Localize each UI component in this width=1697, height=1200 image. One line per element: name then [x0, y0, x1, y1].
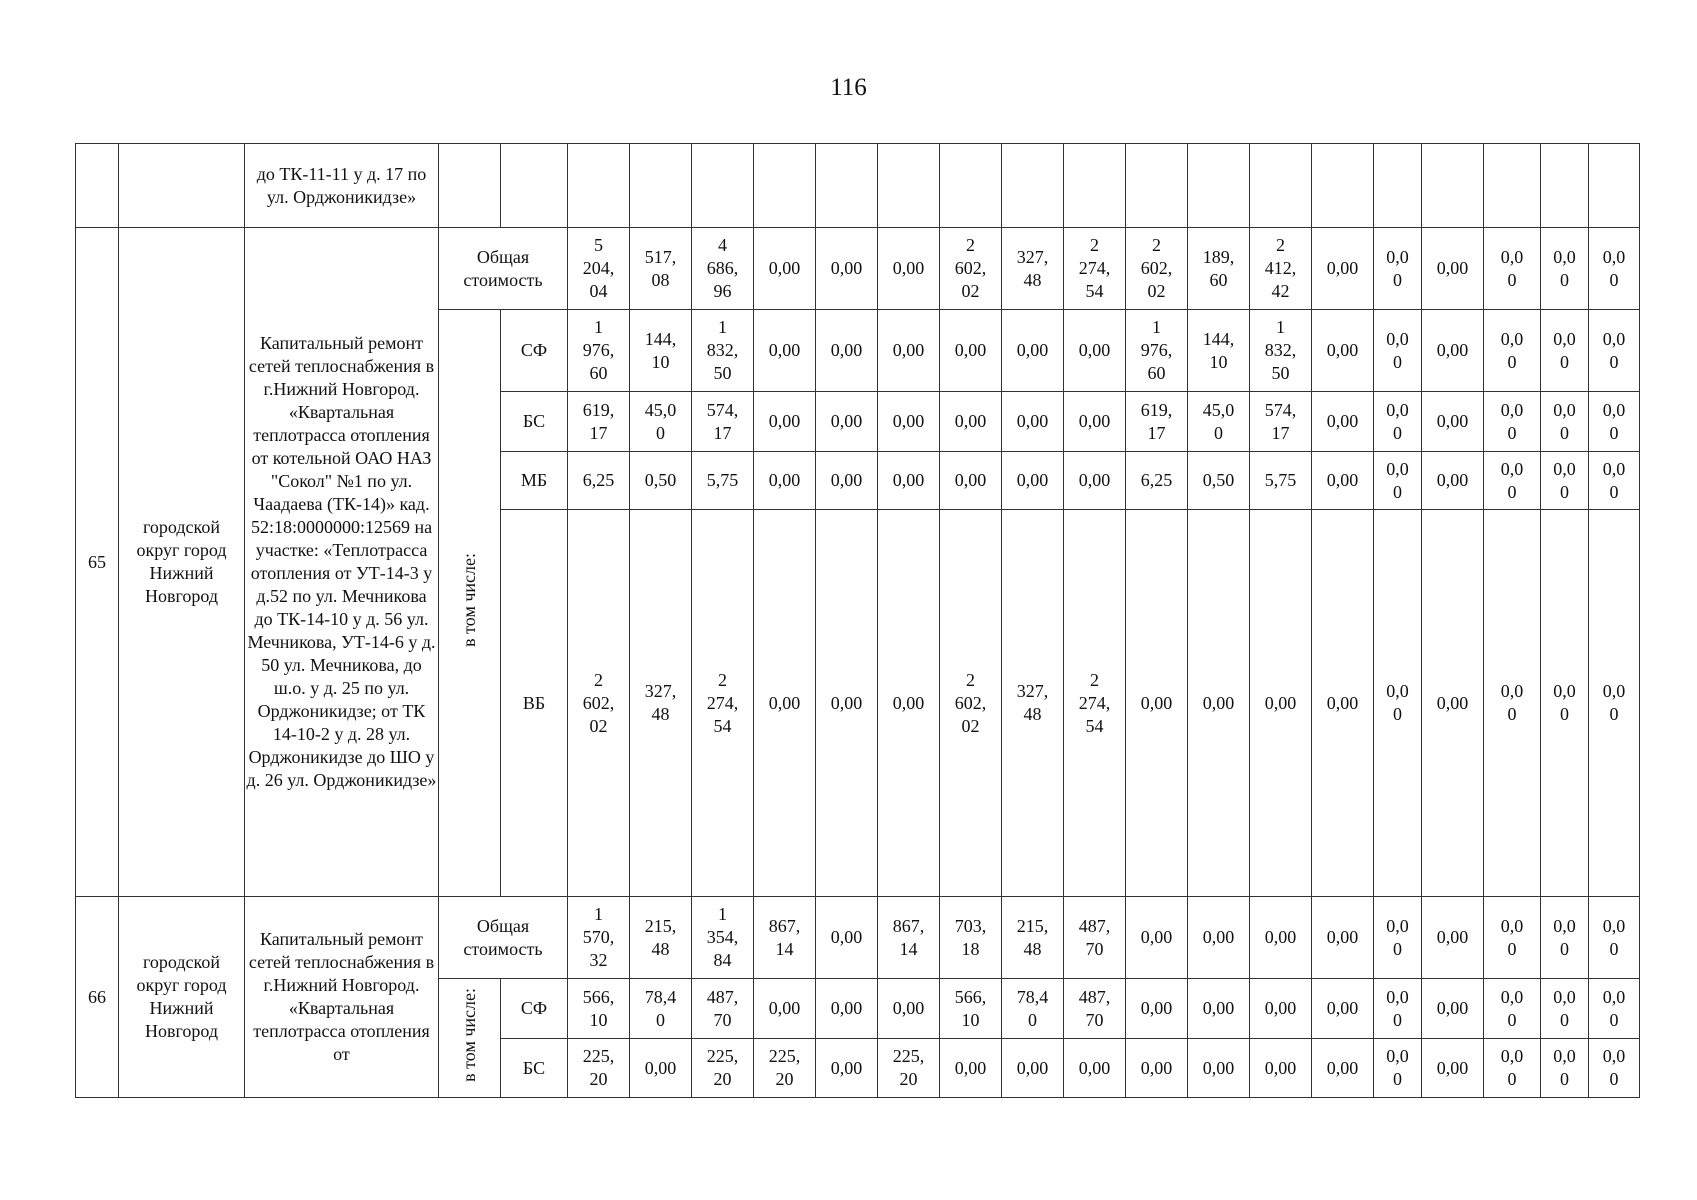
value-cell: 2 602, 02 [940, 228, 1002, 310]
project-description: Капитальный ремонт сетей теплоснабжения в г.Нижний Новгород. «Квартальная теплотрасса отопления от [245, 897, 439, 1098]
value-cell: 0,00 [1422, 1039, 1484, 1098]
value-cell: 0,00 [754, 452, 816, 510]
value-cell: 0,0 0 [1541, 897, 1589, 979]
value-cell: 0,0 0 [1589, 452, 1640, 510]
value-cell: 0,00 [878, 979, 940, 1039]
value-cell: 0,00 [1002, 1039, 1064, 1098]
value-cell: 0,00 [816, 1039, 878, 1098]
value-cell: 0,00 [1422, 979, 1484, 1039]
value-cell: 0,00 [754, 979, 816, 1039]
value-cell: 225, 20 [754, 1039, 816, 1098]
value-cell: 0,0 0 [1541, 310, 1589, 392]
value-cell: 2 274, 54 [1064, 228, 1126, 310]
including-label: в том числе: [439, 979, 501, 1098]
value-cell: 0,00 [816, 897, 878, 979]
value-cell: 0,00 [630, 1039, 692, 1098]
value-cell: 4 686, 96 [692, 228, 754, 310]
value-cell: 0,00 [1250, 897, 1312, 979]
budget-table [75, 143, 1640, 1098]
source-label: БС [501, 392, 568, 452]
value-cell: 867, 14 [878, 897, 940, 979]
value-cell: 0,00 [754, 228, 816, 310]
value-cell: 0,0 0 [1484, 452, 1541, 510]
value-cell: 0,00 [816, 310, 878, 392]
value-cell: 0,00 [754, 510, 816, 897]
source-label: СФ [501, 979, 568, 1039]
value-cell: 0,0 0 [1589, 510, 1640, 897]
value-cell: 0,0 0 [1484, 228, 1541, 310]
value-cell: 1 832, 50 [692, 310, 754, 392]
value-cell: 0,00 [1422, 897, 1484, 979]
value-cell: 0,0 0 [1541, 979, 1589, 1039]
value-cell: 0,0 0 [1541, 392, 1589, 452]
municipality: городской округ город Нижний Новгород [119, 228, 245, 897]
value-cell: 566, 10 [568, 979, 630, 1039]
row-number: 65 [76, 228, 119, 897]
value-cell: 0,00 [1250, 1039, 1312, 1098]
value-cell: 0,0 0 [1484, 310, 1541, 392]
table-row-65-total [76, 228, 1640, 310]
value-cell: 0,00 [816, 510, 878, 897]
value-cell: 517, 08 [630, 228, 692, 310]
value-cell: 0,00 [1422, 392, 1484, 452]
including-label: в том числе: [439, 310, 501, 897]
value-cell: 574, 17 [692, 392, 754, 452]
value-cell: 2 602, 02 [940, 510, 1002, 897]
value-cell: 0,0 0 [1484, 897, 1541, 979]
value-cell: 327, 48 [630, 510, 692, 897]
value-cell: 0,00 [1188, 1039, 1250, 1098]
value-cell: 6,25 [1126, 452, 1188, 510]
row-number: 66 [76, 897, 119, 1098]
value-cell: 867, 14 [754, 897, 816, 979]
value-cell: 0,00 [1422, 310, 1484, 392]
source-label: ВБ [501, 510, 568, 897]
value-cell: 0,00 [1188, 510, 1250, 897]
value-cell: 0,00 [1250, 979, 1312, 1039]
value-cell: 0,00 [878, 228, 940, 310]
value-cell: 0,00 [940, 1039, 1002, 1098]
page-number: 116 [830, 74, 867, 101]
value-cell: 0,0 0 [1541, 510, 1589, 897]
value-cell: 45,0 0 [1188, 392, 1250, 452]
value-cell: 0,00 [1312, 452, 1374, 510]
value-cell: 0,00 [1002, 452, 1064, 510]
table-row-66-total [76, 897, 1640, 979]
value-cell: 0,00 [1126, 979, 1188, 1039]
value-cell: 2 602, 02 [1126, 228, 1188, 310]
value-cell: 703, 18 [940, 897, 1002, 979]
value-cell: 0,0 0 [1374, 228, 1422, 310]
value-cell: 225, 20 [568, 1039, 630, 1098]
value-cell: 0,0 0 [1374, 510, 1422, 897]
value-cell: 0,0 0 [1484, 510, 1541, 897]
value-cell: 189, 60 [1188, 228, 1250, 310]
value-cell: 0,00 [878, 510, 940, 897]
value-cell: 0,00 [1002, 392, 1064, 452]
value-cell: 0,0 0 [1374, 1039, 1422, 1098]
value-cell: 0,00 [878, 310, 940, 392]
value-cell: 0,00 [1064, 392, 1126, 452]
value-cell: 327, 48 [1002, 228, 1064, 310]
value-cell: 5 204, 04 [568, 228, 630, 310]
value-cell: 215, 48 [630, 897, 692, 979]
value-cell: 0,0 0 [1374, 897, 1422, 979]
value-cell: 0,00 [1064, 310, 1126, 392]
value-cell: 619, 17 [568, 392, 630, 452]
value-cell: 1 832, 50 [1250, 310, 1312, 392]
value-cell: 0,0 0 [1484, 392, 1541, 452]
value-cell: 144, 10 [1188, 310, 1250, 392]
value-cell: 0,00 [1312, 310, 1374, 392]
value-cell: 0,0 0 [1374, 979, 1422, 1039]
value-cell: 215, 48 [1002, 897, 1064, 979]
value-cell: 0,00 [1312, 392, 1374, 452]
value-cell: 0,00 [940, 310, 1002, 392]
value-cell: 0,0 0 [1541, 228, 1589, 310]
value-cell: 0,00 [1422, 228, 1484, 310]
value-cell: 566, 10 [940, 979, 1002, 1039]
value-cell: 1 976, 60 [568, 310, 630, 392]
value-cell: 144, 10 [630, 310, 692, 392]
value-cell: 0,00 [816, 452, 878, 510]
value-cell: 5,75 [1250, 452, 1312, 510]
value-cell: 0,00 [1422, 510, 1484, 897]
value-cell: 0,00 [1188, 979, 1250, 1039]
value-cell: 0,0 0 [1484, 979, 1541, 1039]
source-label: БС [501, 1039, 568, 1098]
value-cell: 2 274, 54 [1064, 510, 1126, 897]
value-cell: 0,0 0 [1589, 979, 1640, 1039]
value-cell: 0,0 0 [1589, 392, 1640, 452]
value-cell: 78,4 0 [630, 979, 692, 1039]
value-cell: 0,00 [1312, 979, 1374, 1039]
value-cell: 2 274, 54 [692, 510, 754, 897]
value-cell: 0,00 [1422, 452, 1484, 510]
total-cost-label: Общая стоимость [439, 897, 568, 979]
value-cell: 0,00 [1126, 510, 1188, 897]
value-cell: 0,0 0 [1589, 1039, 1640, 1098]
value-cell: 0,00 [878, 452, 940, 510]
value-cell: 0,0 0 [1374, 310, 1422, 392]
value-cell: 619, 17 [1126, 392, 1188, 452]
value-cell: 0,0 0 [1541, 452, 1589, 510]
value-cell: 45,0 0 [630, 392, 692, 452]
value-cell: 327, 48 [1002, 510, 1064, 897]
value-cell: 0,00 [1250, 510, 1312, 897]
value-cell: 0,00 [940, 452, 1002, 510]
value-cell: 225, 20 [692, 1039, 754, 1098]
value-cell: 0,00 [1188, 897, 1250, 979]
value-cell: 2 602, 02 [568, 510, 630, 897]
value-cell: 0,00 [816, 228, 878, 310]
value-cell: 0,00 [1312, 228, 1374, 310]
project-description: до ТК-11-11 у д. 17 по ул. Орджоникидзе» [245, 144, 439, 228]
value-cell: 0,00 [754, 392, 816, 452]
value-cell: 0,00 [1126, 897, 1188, 979]
value-cell: 487, 70 [1064, 979, 1126, 1039]
value-cell: 0,0 0 [1589, 897, 1640, 979]
value-cell: 5,75 [692, 452, 754, 510]
value-cell: 1 976, 60 [1126, 310, 1188, 392]
value-cell: 0,00 [754, 310, 816, 392]
value-cell: 78,4 0 [1002, 979, 1064, 1039]
value-cell: 0,0 0 [1484, 1039, 1541, 1098]
value-cell: 0,00 [816, 979, 878, 1039]
value-cell: 0,0 0 [1589, 310, 1640, 392]
source-label: СФ [501, 310, 568, 392]
value-cell: 0,0 0 [1374, 452, 1422, 510]
value-cell: 225, 20 [878, 1039, 940, 1098]
value-cell: 0,00 [1312, 510, 1374, 897]
source-label: МБ [501, 452, 568, 510]
value-cell: 0,50 [1188, 452, 1250, 510]
table-row-continuation [76, 144, 1640, 228]
value-cell: 2 412, 42 [1250, 228, 1312, 310]
value-cell: 0,0 0 [1374, 392, 1422, 452]
value-cell: 1 354, 84 [692, 897, 754, 979]
value-cell: 0,00 [878, 392, 940, 452]
value-cell: 0,00 [1002, 310, 1064, 392]
value-cell: 0,00 [1064, 1039, 1126, 1098]
value-cell: 0,00 [940, 392, 1002, 452]
total-cost-label: Общая стоимость [439, 228, 568, 310]
value-cell: 1 570, 32 [568, 897, 630, 979]
value-cell: 0,00 [1064, 452, 1126, 510]
project-description: Капитальный ремонт сетей теплоснабжения в г.Нижний Новгород. «Квартальная теплотрасса отопления от котельной ОАО НАЗ "Сокол" №1 по ул. Чаадаева (ТК-14)» кад. 52:18:0000000:12569 на участке: «Теплотрасса отопления от УТ-14-3 у д.52 по ул. Мечникова до ТК-14-10 у д. 56 ул. Мечникова, УТ-14-6 у д. 50 ул. Мечникова, до ш.о. у д. 25 по ул. Орджоникидзе; от ТК 14-10-2 у д. 28 ул. Орджоникидзе до ШО у д. 26 ул. Орджоникидзе» [245, 228, 439, 897]
value-cell: 0,0 0 [1541, 1039, 1589, 1098]
value-cell: 0,00 [1312, 1039, 1374, 1098]
value-cell: 6,25 [568, 452, 630, 510]
value-cell: 0,00 [816, 392, 878, 452]
value-cell: 487, 70 [692, 979, 754, 1039]
value-cell: 574, 17 [1250, 392, 1312, 452]
municipality: городской округ город Нижний Новгород [119, 897, 245, 1098]
value-cell: 0,00 [1126, 1039, 1188, 1098]
value-cell: 0,00 [1312, 897, 1374, 979]
value-cell: 0,50 [630, 452, 692, 510]
value-cell: 0,0 0 [1589, 228, 1640, 310]
value-cell: 487, 70 [1064, 897, 1126, 979]
